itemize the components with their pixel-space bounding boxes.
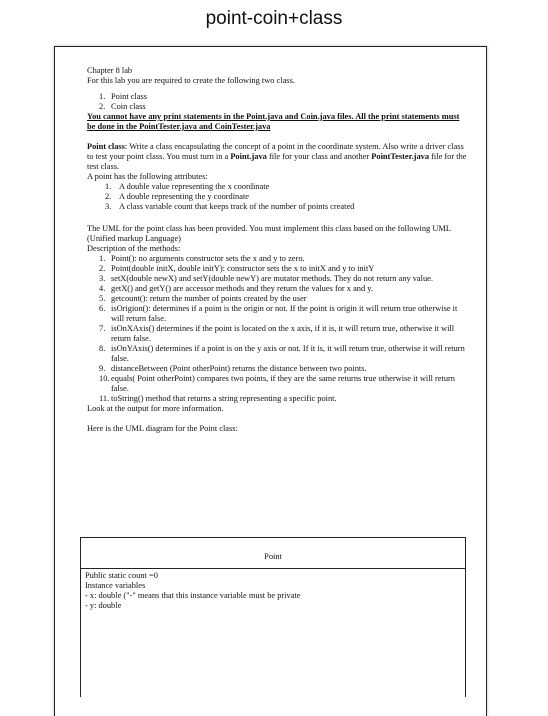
uml-line: - y: double	[85, 601, 122, 610]
uml-class-name: Point	[264, 552, 282, 561]
method-list-item: 8. isOnYAxis() determines if a point is on the y axis or not. If it is, it will return true, otherwise it will return false.	[99, 344, 465, 363]
uml-divider	[81, 568, 465, 569]
method-list-item: 1. Point(): no arguments constructor sets the x and y to zero.	[99, 254, 305, 263]
methods-intro: Description of the methods:	[87, 244, 181, 253]
attribute-list-item: 3. A class variable count that keeps track of the number of points created	[105, 202, 355, 211]
uml-line: Public static count =0	[85, 571, 158, 580]
method-list-item: 4. getX() and getY() are accessor methods and they return the values for x and y.	[99, 284, 374, 293]
chapter-heading: Chapter 8 lab	[87, 66, 133, 75]
output-note: Look at the output for more information.	[87, 404, 224, 413]
print-warning: You cannot have any print statements in the Point.java and Coin.java files. All the print statements must be done in the PointTester.java and CoinTester.java	[87, 112, 460, 131]
uml-line: - x: double ("-" means that this instance variable must be private	[85, 591, 301, 600]
method-list-item: 10. equals( Point otherPoint) compares two points, if they are the same returns true otherwise it will return false.	[99, 374, 455, 393]
attribute-list	[87, 182, 467, 212]
method-list-item: 6. isOrigion(): determines if a point is the origin or not. If the point is origin it will return true otherwise it will return false.	[99, 304, 458, 323]
uml-attributes	[85, 571, 463, 611]
document-content	[87, 66, 467, 434]
point-java-file: Point.java	[230, 152, 267, 161]
attribute-list-item: 2. A double representing the y coordinate	[105, 192, 250, 201]
method-list	[87, 254, 467, 404]
method-list-item: 11. toString() method that returns a string representing a specific point.	[99, 394, 337, 403]
point-class-label: Point class	[87, 142, 125, 151]
method-list-item: 7. isOnXAxis() determines if the point is located on the x axis, if it is, it will return true, otherwise it will return false.	[99, 324, 455, 343]
attribute-list-item: 1. A double value representing the x coordinate	[105, 182, 270, 191]
intro-text: For this lab you are required to create the following two class.	[87, 76, 295, 85]
class-list	[87, 92, 467, 112]
point-tester-file: PointTester.java	[371, 152, 430, 161]
point-class-description: Point class: Write a class encapsulating the concept of a point in the coordinate system. Also write a driver class to test your point class. You must turn in a Point.java file for your class and another PointTester.java file for the test class.	[87, 142, 467, 171]
method-list-item: 3. setX(double newX) and setY(double newY) are mutator methods. They do not return any value.	[99, 274, 433, 283]
uml-line: Instance variables	[85, 581, 146, 590]
uml-diagram-intro: Here is the UML diagram for the Point class:	[87, 424, 238, 433]
page-title: point-coin+class	[205, 8, 343, 29]
method-list-item: 2. Point(double initX, double initY): constructor sets the x to initX and y to initY	[99, 264, 375, 273]
class-list-item: 1. Point class	[99, 92, 148, 101]
method-list-item: 9. distanceBetween (Point otherPoint) returns the distance between two points.	[99, 364, 367, 373]
class-list-item: 2. Coin class	[99, 102, 146, 111]
uml-intro: The UML for the point class has been provided. You must implement this class based on the following UML (Unified markup Language)	[87, 224, 451, 243]
uml-diagram-box	[80, 537, 466, 697]
method-list-item: 5. getcount(): return the number of points created by the user	[99, 294, 307, 303]
attributes-intro: A point has the following attributes:	[87, 172, 208, 181]
